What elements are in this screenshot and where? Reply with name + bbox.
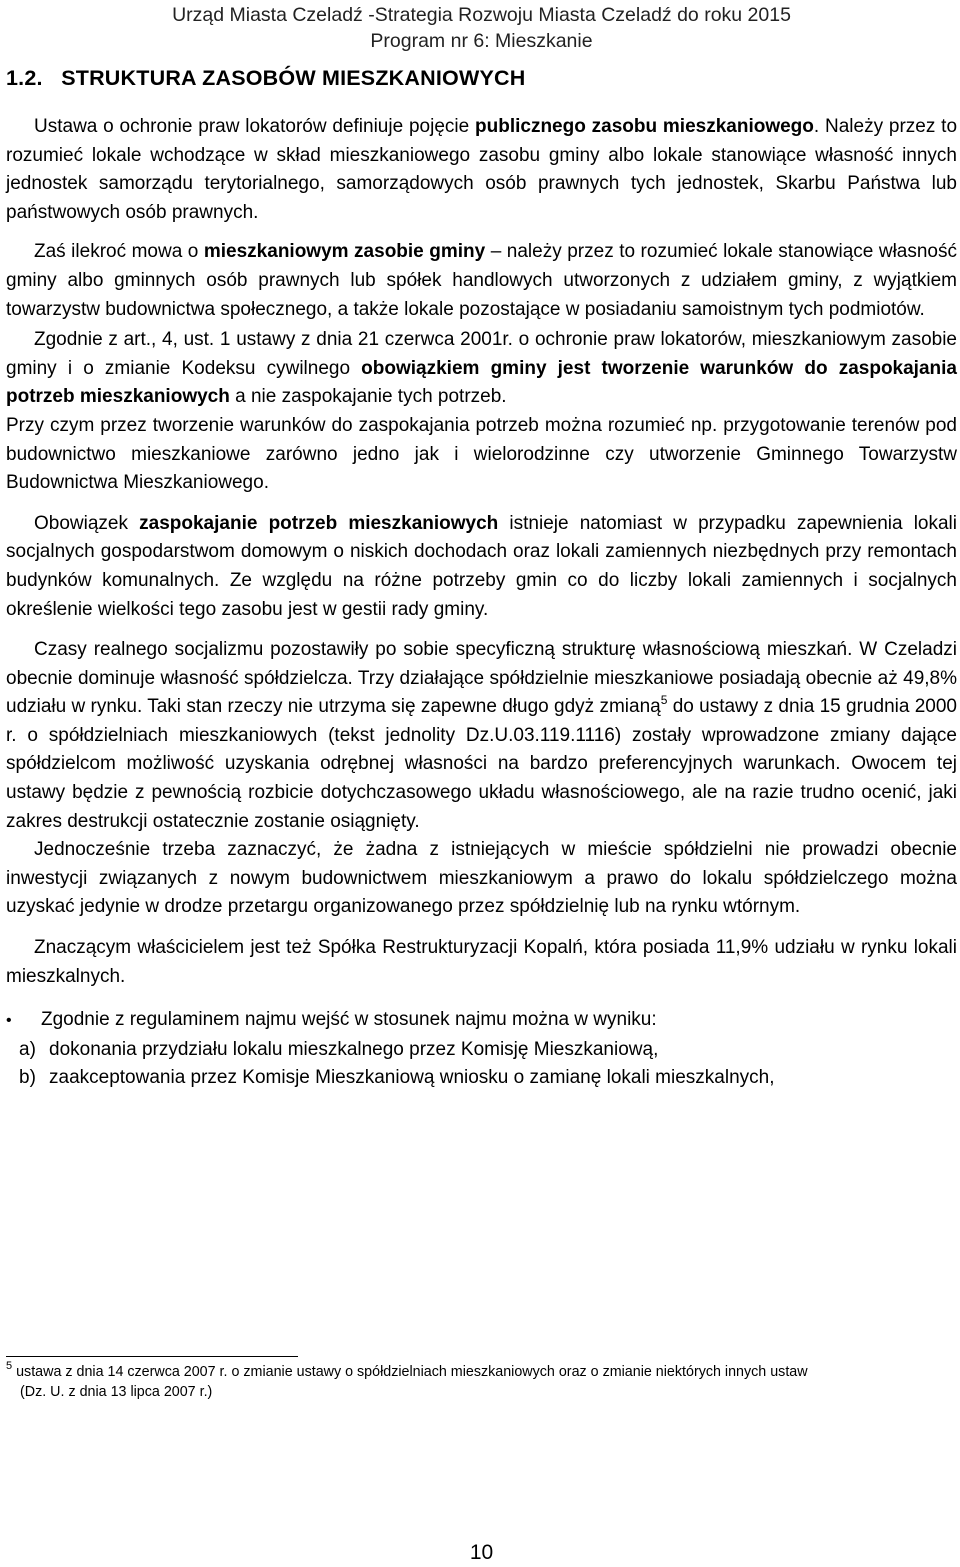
- text-run: Obowiązek: [34, 512, 140, 534]
- list-item-text: zaakceptowania przez Komisje Mieszkaniową wniosku o zamianę lokali mieszkalnych,: [49, 1067, 775, 1089]
- page-number: 10: [469, 1541, 494, 1564]
- bullet-item: [6, 1006, 957, 1036]
- text-run: a nie zaspokajanie tych potrzeb.: [229, 386, 507, 408]
- paragraph-obligation-social-housing: [6, 510, 957, 624]
- running-header: [6, 0, 957, 54]
- section-heading: [6, 66, 957, 91]
- text-run: . Należy przez to rozumieć lokale wchodzące w skład mieszkaniowego zasobu gminy albo lokale stanowiące własność innych jednostek samorządu terytorialnego, samorządowych osób prawnych tych jednostek, Skarbu Państwa lub państwowych osób prawnych.: [6, 116, 958, 223]
- footnote-line-2: (Dz. U. z dnia 13 lipca 2007 r.): [20, 1384, 213, 1400]
- list-marker: a): [19, 1038, 36, 1060]
- header-line-2: Program nr 6: Mieszkanie: [370, 30, 593, 52]
- footnote-separator: [6, 1356, 298, 1357]
- footnote: [6, 1362, 946, 1402]
- paragraph-public-housing-definition: [6, 113, 957, 227]
- document-page: [6, 0, 957, 1567]
- footnote-number: 5: [6, 1360, 13, 1372]
- bold-term: obowiązkiem gminy jest tworzenie warunków do zaspokajania potrzeb mieszkaniowych: [6, 357, 957, 408]
- text-run: Czasy realnego socjalizmu pozostawiły po sobie specyficzną strukturę własnościową mieszkań. W Czeladzi obecnie dominuje własność spółdzielcza. Trzy działające spółdzielnie mieszkaniowe posiadają obecnie aż 49,8% udziału w rynku. Taki stan rzeczy nie utrzyma się zapewne długo gdyż zmianą: [6, 639, 957, 718]
- paragraph-municipal-housing-definition: [6, 238, 957, 324]
- paragraph-ownership-structure: [6, 636, 957, 836]
- text-run: – należy przez to rozumieć lokale stanowiące własność gminy albo gminnych osób prawnych lub spółek handlowych utworzonych z udziałem gminy, z wyjątkiem towarzystw budownictwa społecznego, a także lokale pozostające w posiadaniu samoistnym tych podmiotów.: [6, 241, 958, 320]
- section-number: 1.2.: [6, 66, 43, 90]
- paragraph-cooperatives: Jednocześnie trzeba zaznaczyć, że żadna z istniejących w mieście spółdzielni nie prowadzi obecnie inwestycji związanych z nowym budownictwem mieszkaniowym a prawo do lokalu spółdzielczego można uzyskać jedynie w drodze przetargu organizowanego przez spółdzielnię lub na rynku wtórnym.: [6, 839, 957, 918]
- text-run: do ustawy z dnia 15 grudnia 2000 r. o spółdzielniach mieszkaniowych (tekst jednolity Dz.U.03.119.1116) zostały wprowadzone zmiany dające spółdzielcom możliwość uzyskania odrębnej własności na bardzo preferencyjnych warunkach. Owocem tej ustawy będzie z pewnością rozbicie dotychczasowego układu własnościowego, ale na razie trudno ocenić, jaki zakres destrukcji ostatecznie zostanie osiągnięty.: [6, 696, 957, 832]
- lettered-list: [6, 1036, 957, 1093]
- bullet-icon: •: [6, 1012, 12, 1030]
- list-item: [6, 1036, 957, 1065]
- text-run: istnieje natomiast w przypadku zapewnienia lokali socjalnych gospodarstwom domowym o niskich dochodach oraz lokali zamiennych niezbędnych przy remontach budynków komunalnych. Ze względu na różne potrzeby gmin co do liczby lokali zamiennych i socjalnych określenie wielkości tego zasobu jest w gestii rady gminy.: [6, 512, 957, 620]
- list-item-text: dokonania przydziału lokalu mieszkalnego przez Komisję Mieszkaniową,: [49, 1038, 659, 1060]
- footnote-reference: 5: [660, 693, 668, 708]
- bold-term: mieszkaniowym zasobie gminy: [203, 241, 486, 263]
- body-text: [6, 113, 957, 1093]
- paragraph-srk-owner: Znaczącym właścicielem jest też Spółka Restrukturyzacji Kopalń, która posiada 11,9% udziału w rynku lokali mieszkalnych.: [6, 937, 957, 987]
- list-marker: b): [19, 1067, 36, 1089]
- paragraph-creating-conditions: Przy czym przez tworzenie warunków do zaspokajania potrzeb można rozumieć np. przygotowanie terenów pod budownictwo mieszkaniowe zarówno jedno jak i wielorodzinne czy utworzenie Gminnego Towarzystw Budownictwa Mieszkaniowego.: [6, 414, 957, 494]
- header-line-1: Urząd Miasta Czeladź -Strategia Rozwoju Miasta Czeladź do roku 2015: [172, 4, 791, 26]
- bullet-text: Zgodnie z regulaminem najmu wejść w stosunek najmu można w wyniku:: [41, 1009, 657, 1031]
- section-title: STRUKTURA ZASOBÓW MIESZKANIOWYCH: [61, 66, 526, 90]
- bold-term: zaspokajanie potrzeb mieszkaniowych: [139, 512, 499, 534]
- paragraph-municipal-obligation: [6, 326, 957, 412]
- text-run: Zaś ilekroć mowa o: [34, 241, 204, 263]
- bold-term: publicznego zasobu mieszkaniowego: [475, 116, 814, 137]
- list-item: [6, 1064, 957, 1093]
- text-run: Zgodnie z art., 4, ust. 1 ustawy z dnia 21 czerwca 2001r. o ochronie praw lokatorów, mieszkaniowym zasobie gminy i o zmianie Kodeksu cywilnego: [6, 329, 957, 379]
- footnote-text: ustawa z dnia 14 czerwca 2007 r. o zmianie ustawy o spółdzielniach mieszkaniowych oraz o zmianie niektórych innych ustaw: [12, 1364, 808, 1380]
- footnote-line-1: [6, 1362, 946, 1382]
- text-run: Ustawa o ochronie praw lokatorów definiuje pojęcie: [34, 116, 475, 137]
